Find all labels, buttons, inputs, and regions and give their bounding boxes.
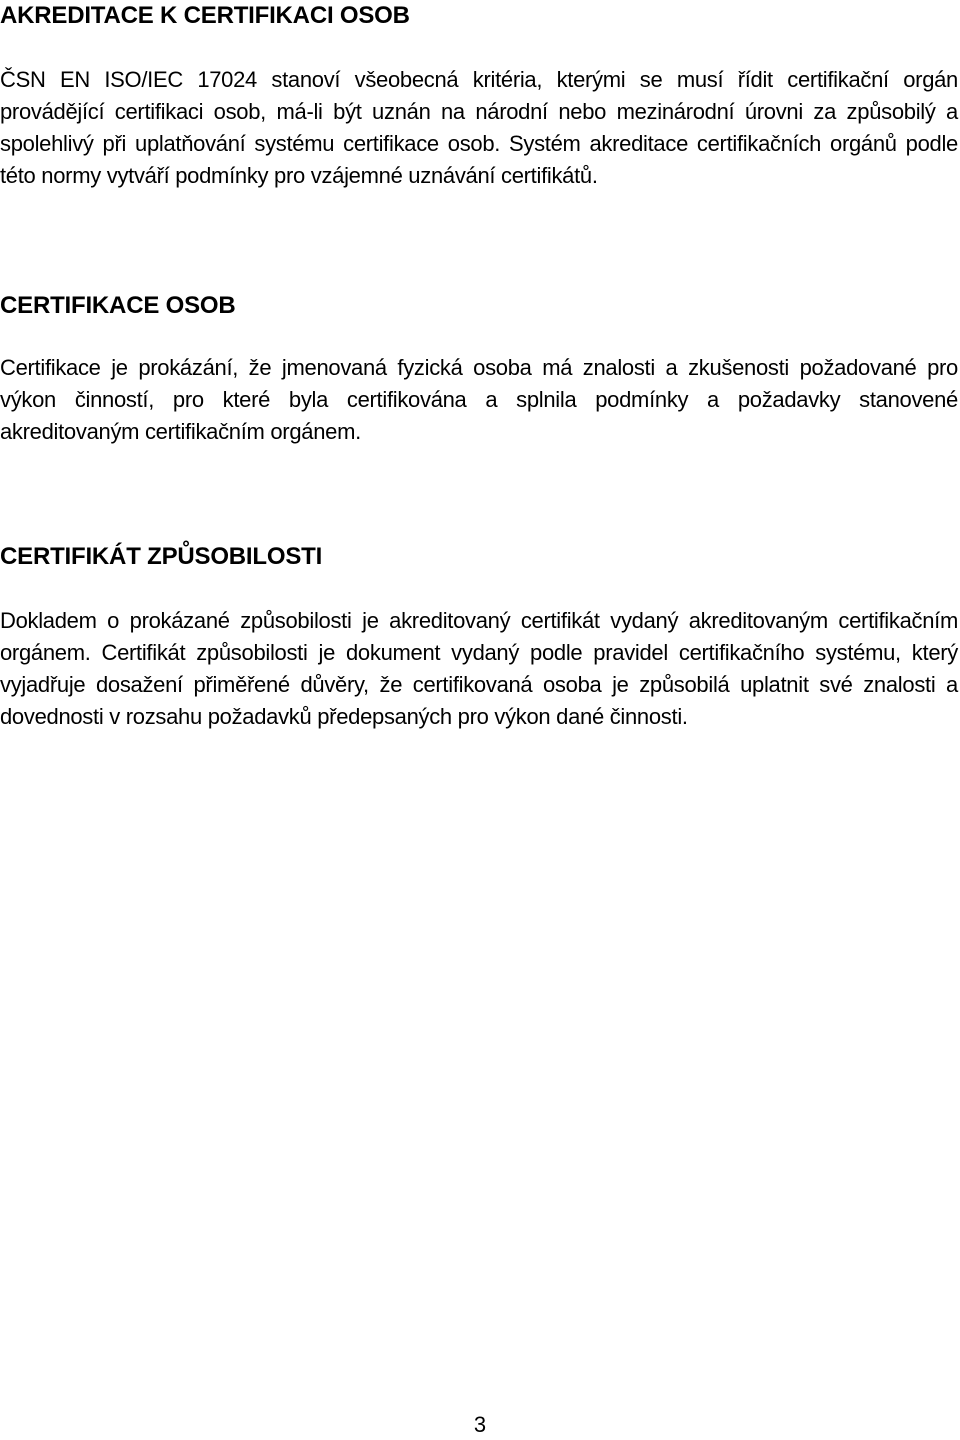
section-heading-certificate: CERTIFIKÁT ZPŮSOBILOSTI (0, 543, 323, 570)
page-number: 3 (473, 1412, 487, 1437)
section-heading-certification: CERTIFIKACE OSOB (0, 292, 236, 319)
section-paragraph-certificate: Dokladem o prokázané způsobilosti je akreditovaný certifikát vydaný akreditovaným certifikačním orgánem. Certifikát způsobilosti je dokument vydaný podle pravidel certifikačního systému, který vyjadřuje dosažení přiměřené důvěry, že certifikovaná osoba je způsobilá uplatnit své znalosti a dovednosti v rozsahu požadavků předepsaných pro výkon dané činnosti. (0, 608, 958, 729)
section-paragraph-certification: Certifikace je prokázání, že jmenovaná fyzická osoba má znalosti a zkušenosti požadované pro výkon činností, pro které byla certifikována a splnila podmínky a požadavky stanovené akreditovaným certifikačním orgánem. (0, 355, 958, 444)
section-paragraph-accreditation: ČSN EN ISO/IEC 17024 stanoví všeobecná kritéria, kterými se musí řídit certifikační orgán provádějící certifikaci osob, má-li být uznán na národní nebo mezinárodní úrovni za způsobilý a spolehlivý při uplatňování systému certifikace osob. Systém akreditace certifikačních orgánů podle této normy vytváří podmínky pro vzájemné uznávání certifikátů. (0, 67, 958, 188)
section-heading-accreditation: AKREDITACE K CERTIFIKACI OSOB (0, 2, 410, 29)
